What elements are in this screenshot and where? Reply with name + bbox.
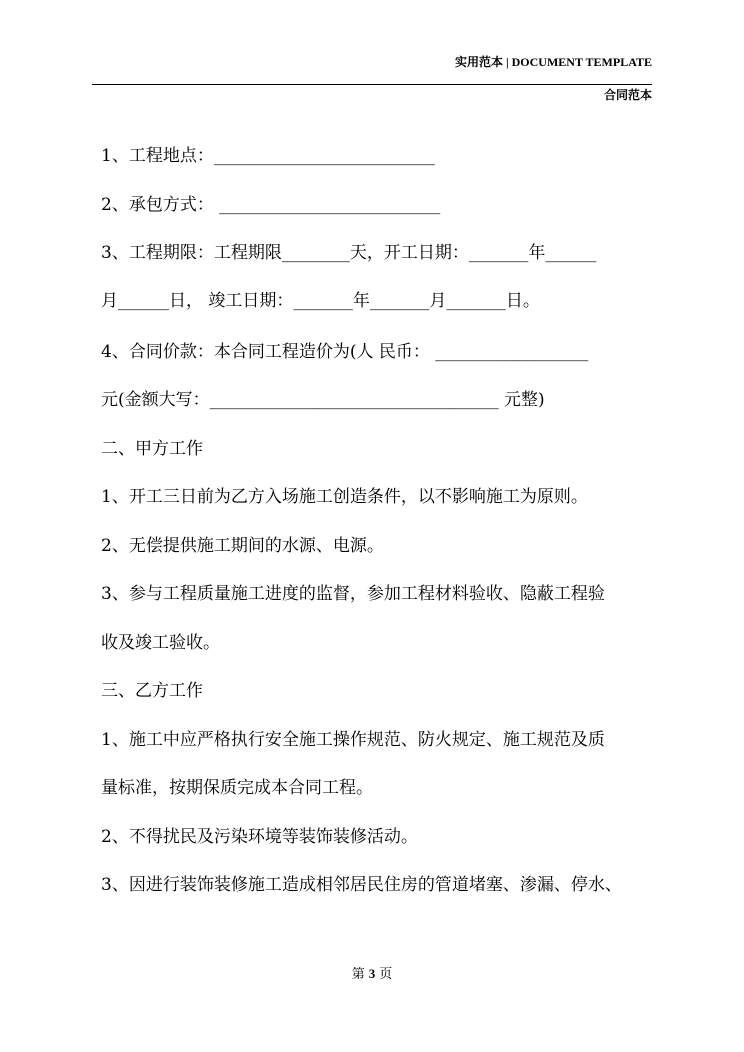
- header-title: 实用范本 | DOCUMENT TEMPLATE: [455, 55, 652, 69]
- party-a-item-1: 1、开工三日前为乙方入场施工创造条件，以不影响施工为原则。: [101, 487, 588, 507]
- item-project-period: 3、工程期限：工程期限________天，开工日期：_______年______: [101, 243, 597, 263]
- party-a-item-3: 3、参与工程质量施工进度的监督，参加工程材料验收、隐蔽工程验: [101, 584, 605, 604]
- item-project-period-cont: 月______日， 竣工日期：_______年_______月_______日。: [101, 291, 540, 311]
- party-b-item-2: 2、不得扰民及污染环境等装饰装修活动。: [101, 827, 418, 847]
- party-b-item-1-cont: 量标准，按期保质完成本合同工程。: [101, 778, 373, 798]
- party-a-item-3-cont: 收及竣工验收。: [101, 633, 220, 653]
- item-contract-price: 4、合同价款：本合同工程造价为(人 民币： __________________: [101, 342, 589, 362]
- header-divider: [92, 84, 652, 85]
- footer-prefix: 第: [351, 967, 365, 982]
- party-a-item-2: 2、无偿提供施工期间的水源、电源。: [101, 536, 384, 556]
- footer-suffix: 页: [379, 967, 393, 982]
- section-heading-party-a: 二、甲方工作: [101, 439, 203, 459]
- section-heading-party-b: 三、乙方工作: [101, 681, 203, 701]
- party-b-item-3: 3、因进行装饰装修施工造成相邻居民住房的管道堵塞、渗漏、停水、: [101, 875, 622, 895]
- item-contract-price-cont: 元(金额大写：__________________________________ 元整): [101, 390, 545, 410]
- item-project-location: 1、工程地点：__________________________: [101, 146, 435, 166]
- page-footer: [0, 963, 744, 982]
- item-contract-method: 2、承包方式： __________________________: [101, 195, 441, 215]
- header-subtitle: 合同范本: [603, 88, 652, 102]
- party-b-item-1: 1、施工中应严格执行安全施工操作规范、防火规定、施工规范及质: [101, 730, 605, 750]
- page-number: 3: [368, 966, 376, 981]
